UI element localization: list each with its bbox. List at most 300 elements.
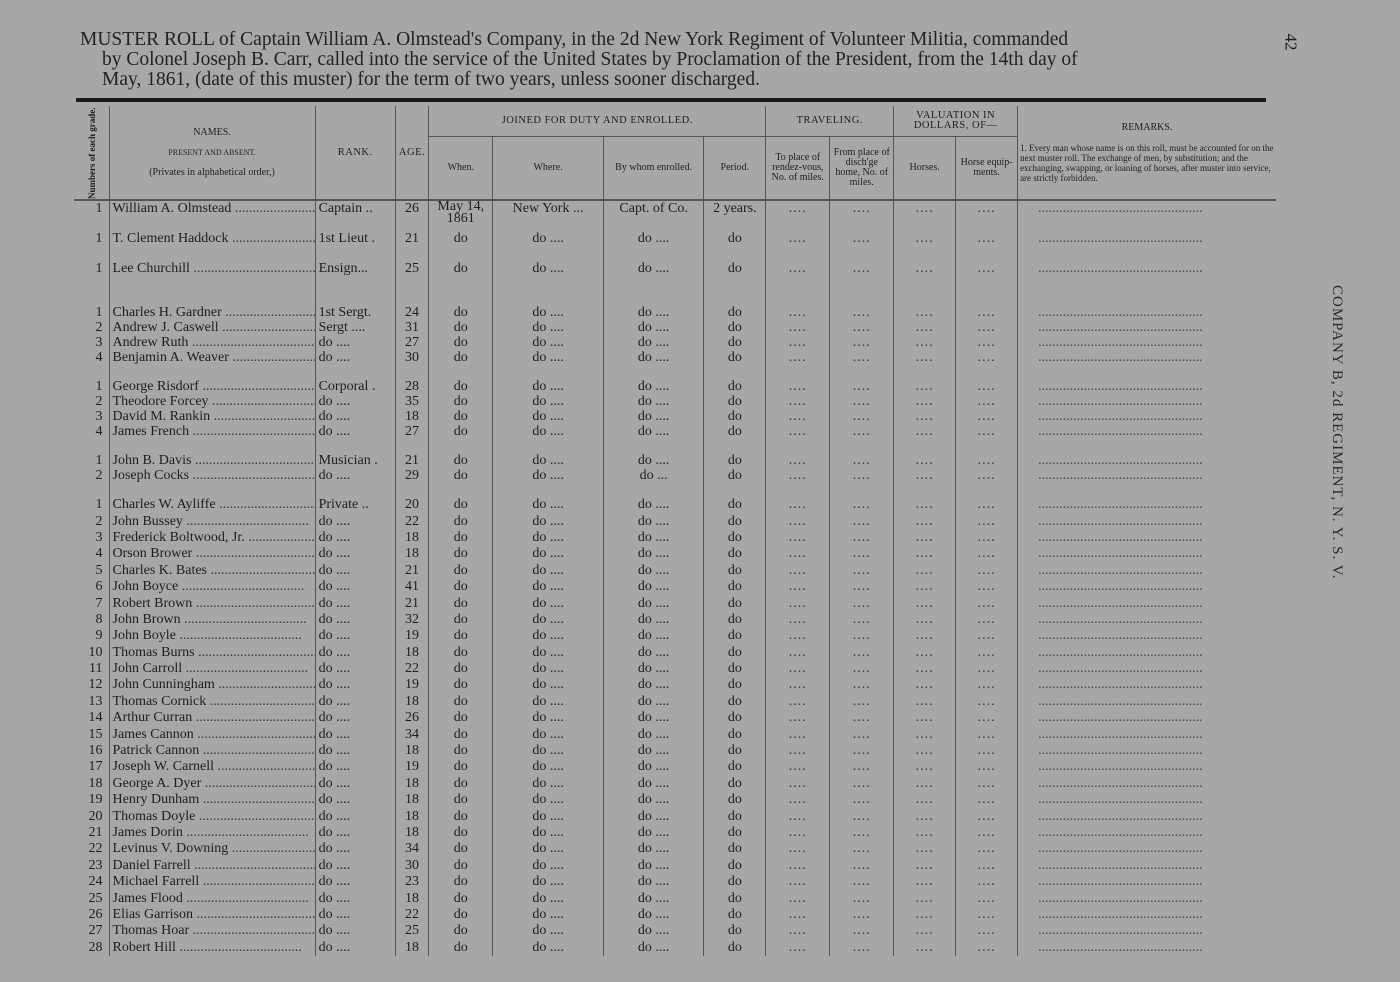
cell-blank: .... [830,628,894,644]
cell-remarks: ............................................... [1018,579,1276,595]
cell-rank: do .... [315,743,395,759]
cell-blank: .... [766,200,830,231]
table-row [74,628,1276,644]
cell-period: do [704,923,766,939]
cell-grade-number: 11 [89,661,103,677]
cell-rank: do .... [315,710,395,726]
cell-age: 27 [395,424,429,439]
cell-name: Michael Farrell ..... [109,874,315,890]
cell-name: Thomas Cornick ..... [109,694,315,710]
cell-where: do .... [493,759,604,775]
cell-when: do [429,677,493,693]
cell-grade-number: 16 [88,743,103,759]
cell-blank: .... [956,409,1018,424]
cell-name: Thomas Burns ..... [109,645,315,661]
group-spacer [74,365,1276,379]
cell-when: do [429,726,493,742]
cell-blank: .... [766,579,830,595]
cell-blank: .... [830,261,894,291]
cell-blank: .... [830,710,894,726]
cell-remarks: ............................................... [1018,612,1276,628]
cell-when: do [429,468,493,483]
cell-age: 18 [395,546,429,562]
cell-age: 22 [395,513,429,529]
cell-age: 19 [395,628,429,644]
cell-blank: .... [956,261,1018,291]
cell-blank: .... [766,394,830,409]
cell-where: do .... [493,808,604,824]
cell-blank: .... [766,677,830,693]
cell-blank: .... [766,743,830,759]
cell-blank: .... [894,890,956,906]
cell-when: do [429,335,493,350]
cell-enrolled-by: do .... [603,628,704,644]
cell-period: do [704,677,766,693]
cell-remarks: ............................................... [1018,394,1276,409]
cell-name: Robert Hill ..... [109,940,315,956]
cell-blank: .... [894,677,956,693]
cell-enrolled-by: do .... [603,497,704,513]
cell-rank: do .... [315,940,395,956]
cell-blank: .... [956,841,1018,857]
cell-name: Charles H. Gardner ..... [109,305,315,320]
cell-blank: .... [956,940,1018,956]
cell-enrolled-by: do .... [603,694,704,710]
cell-grade-number: 28 [88,939,103,955]
cell-blank: .... [830,595,894,611]
cell-rank: do .... [315,530,395,546]
title-line-3: May, 1861, (date of this muster) for the term of two years, unless sooner discharged. [102,69,760,90]
cell-rank: do .... [315,759,395,775]
cell-period: do [704,825,766,841]
cell-enrolled-by: do .... [603,923,704,939]
cell-period: do [704,409,766,424]
cell-age: 22 [395,907,429,923]
cell-age: 30 [395,858,429,874]
cell-age: 20 [395,497,429,513]
cell-grade-number: 22 [88,841,103,857]
cell-name: Andrew Ruth ..... [109,335,315,350]
cell-blank: .... [894,231,956,261]
cell-where: do .... [493,661,604,677]
cell-period: do [704,453,766,468]
table-row [74,409,1276,424]
cell-age: 35 [395,394,429,409]
cell-blank: .... [766,379,830,394]
cell-age: 31 [395,320,429,335]
cell-name: Patrick Cannon ..... [109,743,315,759]
cell-age: 23 [395,874,429,890]
cell-grade-number: 1 [95,453,103,468]
cell-age: 21 [395,595,429,611]
cell-blank: .... [830,350,894,365]
cell-blank: .... [830,335,894,350]
cell-blank: .... [956,231,1018,261]
cell-period: do [704,694,766,710]
table-row [74,808,1276,824]
cell-blank: .... [766,825,830,841]
cell-rank: do .... [315,394,395,409]
cell-enrolled-by: do .... [603,792,704,808]
cell-when: do [429,940,493,956]
cell-rank: do .... [315,825,395,841]
cell-blank: .... [956,776,1018,792]
cell-enrolled-by: do .... [603,513,704,529]
cell-blank: .... [894,453,956,468]
cell-grade-number: 1 [95,201,103,216]
cell-where: do .... [493,320,604,335]
cell-blank: .... [766,409,830,424]
cell-blank: .... [830,513,894,529]
cell-enrolled-by: do .... [603,874,704,890]
cell-blank: .... [956,874,1018,890]
cell-blank: .... [830,874,894,890]
cell-age: 18 [395,825,429,841]
cell-blank: .... [956,726,1018,742]
cell-blank: .... [894,424,956,439]
cell-rank: do .... [315,858,395,874]
cell-enrolled-by: do .... [603,890,704,906]
cell-rank: do .... [315,890,395,906]
header-when: When. [429,137,493,201]
cell-grade-number: 20 [88,808,103,824]
cell-enrolled-by: do .... [603,841,704,857]
cell-enrolled-by: do .... [603,350,704,365]
cell-enrolled-by: do .... [603,661,704,677]
cell-where: do .... [493,453,604,468]
cell-blank: .... [766,350,830,365]
cell-enrolled-by: Capt. of Co. [603,200,704,231]
cell-blank: .... [766,726,830,742]
cell-blank: .... [766,305,830,320]
document-title [80,30,1270,90]
cell-blank: .... [956,612,1018,628]
table-row [74,890,1276,906]
cell-name: Levinus V. Downing ..... [109,841,315,857]
cell-blank: .... [894,200,956,231]
table-row [74,497,1276,513]
cell-rank: do .... [315,335,395,350]
cell-enrolled-by: do .... [603,595,704,611]
cell-blank: .... [956,200,1018,231]
table-row [74,379,1276,394]
cell-blank: .... [956,661,1018,677]
cell-enrolled-by: do .... [603,726,704,742]
cell-rank: Captain .. [315,200,395,231]
cell-blank: .... [894,858,956,874]
cell-where: do .... [493,612,604,628]
cell-when: do [429,874,493,890]
cell-period: do [704,231,766,261]
cell-when: do [429,350,493,365]
cell-grade-number: 10 [88,644,103,660]
cell-period: do [704,612,766,628]
cell-age: 26 [395,710,429,726]
cell-rank: Ensign... [315,261,395,291]
cell-remarks: ............................................... [1018,595,1276,611]
cell-age: 18 [395,776,429,792]
cell-rank: do .... [315,792,395,808]
cell-remarks: ............................................... [1018,694,1276,710]
cell-name: Orson Brower ..... [109,546,315,562]
cell-blank: .... [956,890,1018,906]
cell-blank: .... [830,923,894,939]
cell-blank: .... [956,394,1018,409]
cell-enrolled-by: do .... [603,776,704,792]
cell-period: do [704,513,766,529]
cell-blank: .... [830,231,894,261]
cell-period: do [704,776,766,792]
cell-enrolled-by: do .... [603,530,704,546]
cell-where: do .... [493,579,604,595]
cell-remarks: ............................................... [1018,808,1276,824]
cell-remarks: ............................................... [1018,710,1276,726]
cell-blank: .... [766,513,830,529]
cell-blank: .... [766,320,830,335]
cell-grade-number: 9 [95,628,103,644]
cell-where: do .... [493,468,604,483]
cell-grade-number: 4 [95,546,103,562]
cell-where: do .... [493,595,604,611]
cell-enrolled-by: do .... [603,409,704,424]
cell-blank: .... [894,776,956,792]
cell-remarks: ............................................... [1018,261,1276,291]
cell-blank: .... [766,792,830,808]
cell-age: 18 [395,792,429,808]
cell-blank: .... [830,694,894,710]
cell-blank: .... [766,940,830,956]
table-row [74,305,1276,320]
cell-when: do [429,743,493,759]
table-row [74,394,1276,409]
cell-when: do [429,497,493,513]
header-remarks [1018,106,1276,200]
cell-grade-number: 19 [88,792,103,808]
cell-name: Joseph W. Carnell ..... [109,759,315,775]
cell-blank: .... [766,424,830,439]
cell-remarks: ............................................... [1018,628,1276,644]
cell-blank: .... [766,694,830,710]
cell-where: do .... [493,546,604,562]
cell-when: do [429,379,493,394]
cell-age: 30 [395,350,429,365]
cell-name: Robert Brown ..... [109,595,315,611]
cell-blank: .... [766,907,830,923]
header-traveling: TRAVELING. [766,106,894,137]
cell-grade-number: 4 [95,350,103,365]
table-row [74,546,1276,562]
cell-period: do [704,579,766,595]
cell-when: do [429,563,493,579]
cell-period: do [704,890,766,906]
cell-grade-number: 3 [95,529,103,545]
cell-remarks: ............................................... [1018,320,1276,335]
cell-rank: do .... [315,776,395,792]
cell-age: 29 [395,468,429,483]
cell-blank: .... [830,379,894,394]
cell-when: do [429,320,493,335]
names-sub: PRESENT AND ABSENT. [168,147,256,157]
cell-where: do .... [493,409,604,424]
table-row [74,726,1276,742]
cell-rank: do .... [315,923,395,939]
cell-blank: .... [894,907,956,923]
cell-blank: .... [894,530,956,546]
cell-name: John B. Davis ..... [109,453,315,468]
table-row [74,453,1276,468]
cell-where: do .... [493,841,604,857]
cell-age: 18 [395,940,429,956]
cell-age: 28 [395,379,429,394]
cell-where: do .... [493,261,604,291]
cell-blank: .... [830,497,894,513]
cell-where: do .... [493,874,604,890]
cell-rank: do .... [315,513,395,529]
cell-period: do [704,940,766,956]
remarks-note: 1. Every man whose name is on this roll, must be accounted for on the next muster roll. The exchange of men, by substitution; and the exchanging, swapping, or loaning of horses, after muster into service, are strictly forbidden. [1020,142,1274,183]
cell-when: do [429,231,493,261]
table-row [74,612,1276,628]
cell-when: do [429,710,493,726]
cell-when: do [429,792,493,808]
cell-period: do [704,628,766,644]
cell-period: do [704,530,766,546]
cell-enrolled-by: do .... [603,858,704,874]
header-names [109,106,315,200]
cell-rank: do .... [315,468,395,483]
cell-blank: .... [894,694,956,710]
title-line-2: by Colonel Joseph B. Carr, called into the service of the United States by Proclamation of the President, from the 14th day of [102,49,1078,70]
cell-name: Arthur Curran ..... [109,710,315,726]
table-row [74,694,1276,710]
cell-blank: .... [766,612,830,628]
cell-where: do .... [493,923,604,939]
cell-name: Henry Dunham ..... [109,792,315,808]
cell-blank: .... [956,379,1018,394]
cell-blank: .... [766,231,830,261]
table-row [74,513,1276,529]
cell-age: 18 [395,409,429,424]
cell-enrolled-by: do .... [603,645,704,661]
cell-age: 18 [395,890,429,906]
cell-when: do [429,424,493,439]
cell-enrolled-by: do .... [603,710,704,726]
cell-name: Frederick Boltwood, Jr. ..... [109,530,315,546]
cell-enrolled-by: do .... [603,940,704,956]
cell-name: John Boyle ..... [109,628,315,644]
cell-name: James Cannon ..... [109,726,315,742]
roll-body [74,200,1276,956]
cell-remarks: ............................................... [1018,645,1276,661]
cell-blank: .... [830,200,894,231]
cell-age: 32 [395,612,429,628]
cell-blank: .... [956,792,1018,808]
cell-remarks: ............................................... [1018,759,1276,775]
cell-name: James Flood ..... [109,890,315,906]
table-row [74,841,1276,857]
cell-remarks: ............................................... [1018,858,1276,874]
cell-remarks: ............................................... [1018,513,1276,529]
cell-blank: .... [830,305,894,320]
table-row [74,231,1276,261]
cell-grade-number: 14 [88,710,103,726]
cell-grade-number: 1 [95,231,103,246]
cell-name: Daniel Farrell ..... [109,858,315,874]
cell-blank: .... [830,546,894,562]
cell-rank: do .... [315,628,395,644]
table-row [74,335,1276,350]
cell-blank: .... [894,743,956,759]
cell-when: do [429,661,493,677]
cell-blank: .... [894,563,956,579]
table-row [74,940,1276,956]
cell-remarks: ............................................... [1018,825,1276,841]
group-spacer [74,291,1276,305]
cell-blank: .... [894,841,956,857]
group-spacer [74,439,1276,453]
cell-remarks: ............................................... [1018,874,1276,890]
cell-period: do [704,743,766,759]
header-joined: JOINED FOR DUTY AND ENROLLED. [429,106,766,137]
cell-enrolled-by: do .... [603,546,704,562]
cell-when: do [429,776,493,792]
cell-blank: .... [956,759,1018,775]
cell-enrolled-by: do .... [603,394,704,409]
cell-blank: .... [766,453,830,468]
cell-rank: do .... [315,808,395,824]
cell-when: do [429,645,493,661]
cell-period: do [704,379,766,394]
cell-where: do .... [493,350,604,365]
cell-where: do .... [493,394,604,409]
cell-remarks: ............................................... [1018,424,1276,439]
cell-blank: .... [766,759,830,775]
cell-where: do .... [493,907,604,923]
cell-remarks: ............................................... [1018,792,1276,808]
cell-blank: .... [830,940,894,956]
table-row [74,200,1276,231]
cell-remarks: ............................................... [1018,907,1276,923]
cell-blank: .... [830,776,894,792]
cell-blank: .... [830,759,894,775]
cell-age: 19 [395,759,429,775]
cell-when: May 14, 1861 [429,200,493,231]
cell-rank: Sergt .... [315,320,395,335]
cell-blank: .... [766,628,830,644]
cell-blank: .... [894,468,956,483]
cell-blank: .... [956,645,1018,661]
cell-when: do [429,808,493,824]
cell-blank: .... [766,923,830,939]
cell-blank: .... [894,874,956,890]
cell-blank: .... [830,890,894,906]
cell-blank: .... [894,792,956,808]
header-period: Period. [704,137,766,201]
cell-where: do .... [493,710,604,726]
cell-period: do [704,792,766,808]
cell-remarks: ............................................... [1018,743,1276,759]
cell-blank: .... [956,497,1018,513]
cell-age: 18 [395,808,429,824]
cell-name: Lee Churchill ..... [109,261,315,291]
cell-enrolled-by: do .... [603,335,704,350]
cell-where: do .... [493,424,604,439]
cell-age: 18 [395,530,429,546]
cell-age: 22 [395,661,429,677]
cell-enrolled-by: do .... [603,305,704,320]
cell-blank: .... [956,808,1018,824]
cell-blank: .... [894,546,956,562]
